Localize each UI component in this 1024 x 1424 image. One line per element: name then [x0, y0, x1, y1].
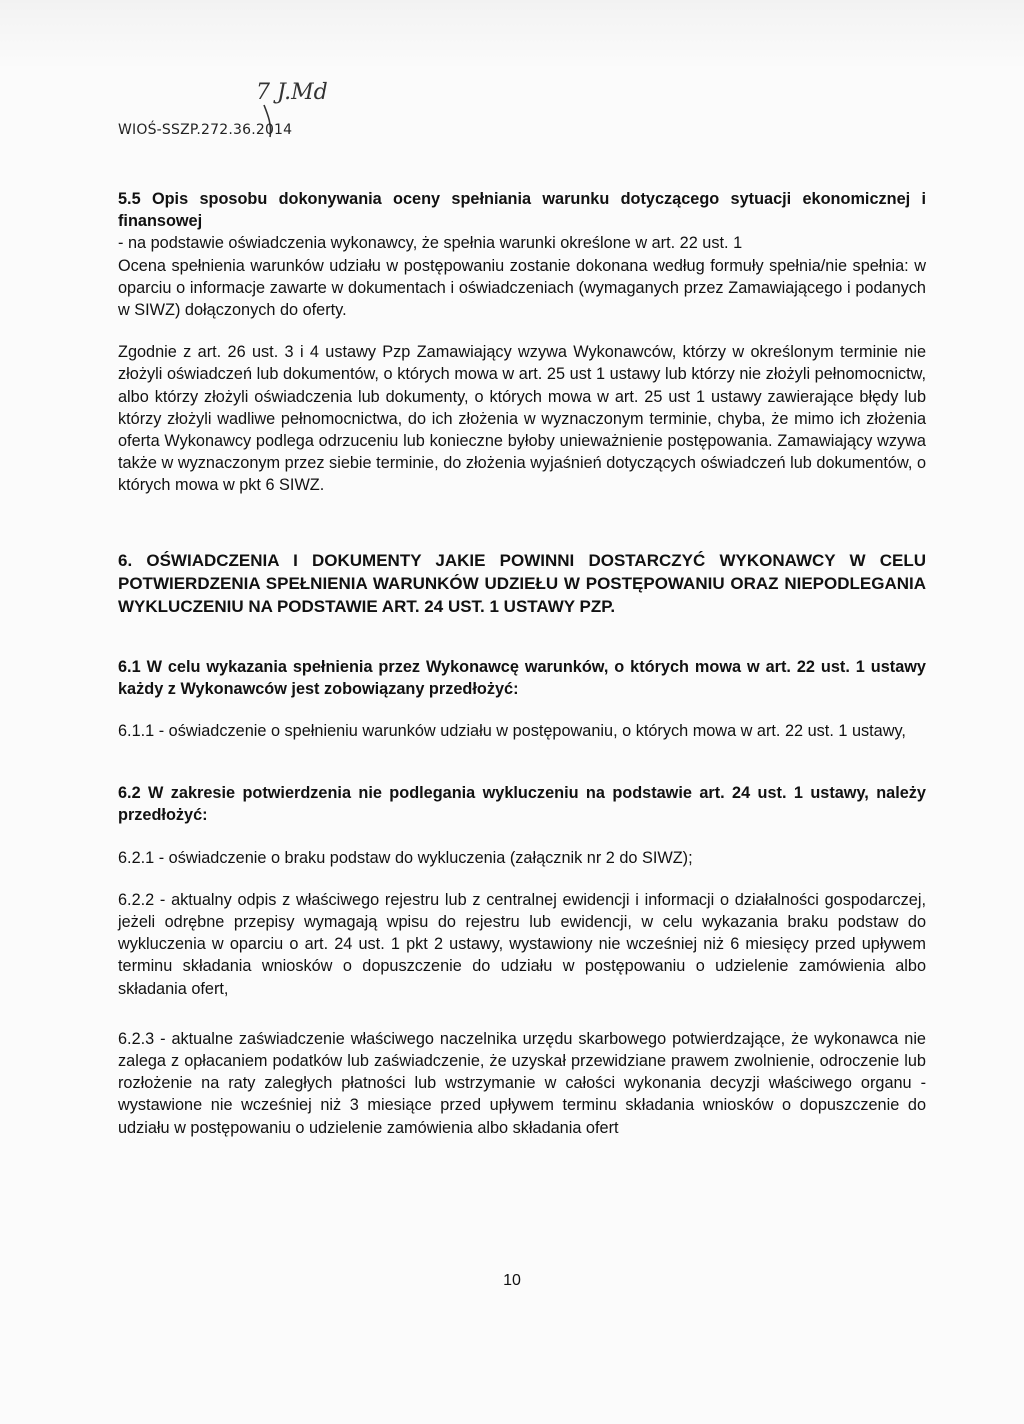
section-5-5-summons-paragraph: Zgodnie z art. 26 ust. 3 i 4 ustawy Pzp Zamawiający wzywa Wykonawców, którzy w określonym terminie nie złożyli oświadczeń lub dokumentów, o których mowa w art. 25 ust 1 ustawy lub którzy nie złożyli pełnomocnictw, albo którzy złożyli oświadczenia lub dokumenty, o których mowa w art. 25 ust 1 ustawy zawierające błędy lub którzy złożyli wadliwe pełnomocnictwa, do ich złożenia w wyznaczonym terminie, chyba, że mimo ich złożenia oferta Wykonawcy podlega odrzuceniu lub konieczne byłoby unieważnienie postępowania. Zamawiający wzywa także w wyznaczonym przez siebie terminie, do złożenia wyjaśnień dotyczących oświadczeń lub dokumentów, o których mowa w pkt 6 SIWZ.	[118, 343, 926, 495]
page-number: 10	[503, 1272, 521, 1289]
section-6-2-3-item: 6.2.3 - aktualne zaświadczenie właściwego naczelnika urzędu skarbowego potwierdzające, że wykonawca nie zalega z opłacaniem podatków lub zaświadczenie, że uzyskał przewidziane prawem zwolnienie, odroczenie lub rozłożenie na raty zaległych płatności lub wstrzymanie w całości wykonania decyzji właściwego organu - wystawione nie wcześniej niż 3 miesiące przed upływem terminu składania wniosków o dopuszczenie do udziału w postępowaniu o udzielenie zamówienia albo składania ofert	[118, 1029, 926, 1137]
handwritten-note: 7 J.Md	[256, 80, 328, 105]
section-5-5-basis-line: - na podstawie oświadczenia wykonawcy, że spełnia warunki określone w art. 22 ust. 1	[118, 234, 743, 253]
scan-shading	[0, 0, 1024, 70]
document-body	[118, 188, 926, 1139]
section-5-5-heading: 5.5 Opis sposobu dokonywania oceny spełniania warunku dotyczącego sytuacji ekonomicznej i finansowej	[118, 190, 926, 231]
section-6-2-2-item: 6.2.2 - aktualny odpis z właściwego rejestru lub z centralnej ewidencji i informacji o działalności gospodarczej, jeżeli odrębne przepisy wymagają wpisu do rejestru lub ewidencji, w celu wykazania braku podstaw do wykluczenia w oparciu o art. 24 ust. 1 pkt 2 ustawy, wystawiony nie wcześniej niż 6 miesięcy przed upływem terminu składania wniosków o dopuszczenie do udziału w postępowaniu o udzielenie zamówienia albo składania ofert,	[118, 890, 926, 998]
section-5-5-assessment-paragraph: Ocena spełnienia warunków udziału w postępowaniu zostanie dokonana według formuły spełnia/nie spełnia: w oparciu o informacje zawarte w dokumentach i oświadczeniach (wymaganych przez Zamawiającego i podanych w SIWZ) dołączonych do oferty.	[118, 256, 926, 320]
section-6-heading: 6. OŚWIADCZENIA I DOKUMENTY JAKIE POWINNI DOSTARCZYĆ WYKONAWCY W CELU POTWIERDZENIA SPEŁNIENIA WARUNKÓW UDZIEŁU W POSTĘPOWANIU ORAZ NIEPODLEGANIA WYKLUCZENIU NA PODSTAWIE ART. 24 UST. 1 USTAWY PZP.	[118, 550, 926, 616]
section-6-2-heading: 6.2 W zakresie potwierdzenia nie podlegania wykluczeniu na podstawie art. 24 ust. 1 ustawy, należy przedłożyć:	[118, 784, 926, 825]
document-reference: WIOŚ-SSZP.272.36.2014	[118, 122, 293, 138]
section-6-1-1-item: 6.1.1 - oświadczenie o spełnieniu warunków udziału w postępowaniu, o których mowa w art. 22 ust. 1 ustawy,	[118, 722, 906, 741]
section-6-1-heading: 6.1 W celu wykazania spełnienia przez Wykonawcę warunków, o których mowa w art. 22 ust. 1 ustawy każdy z Wykonawców jest zobowiązany przedłożyć:	[118, 657, 926, 698]
section-6-2-1-item: 6.2.1 - oświadczenie o braku podstaw do wykluczenia (załącznik nr 2 do SIWZ);	[118, 848, 693, 867]
